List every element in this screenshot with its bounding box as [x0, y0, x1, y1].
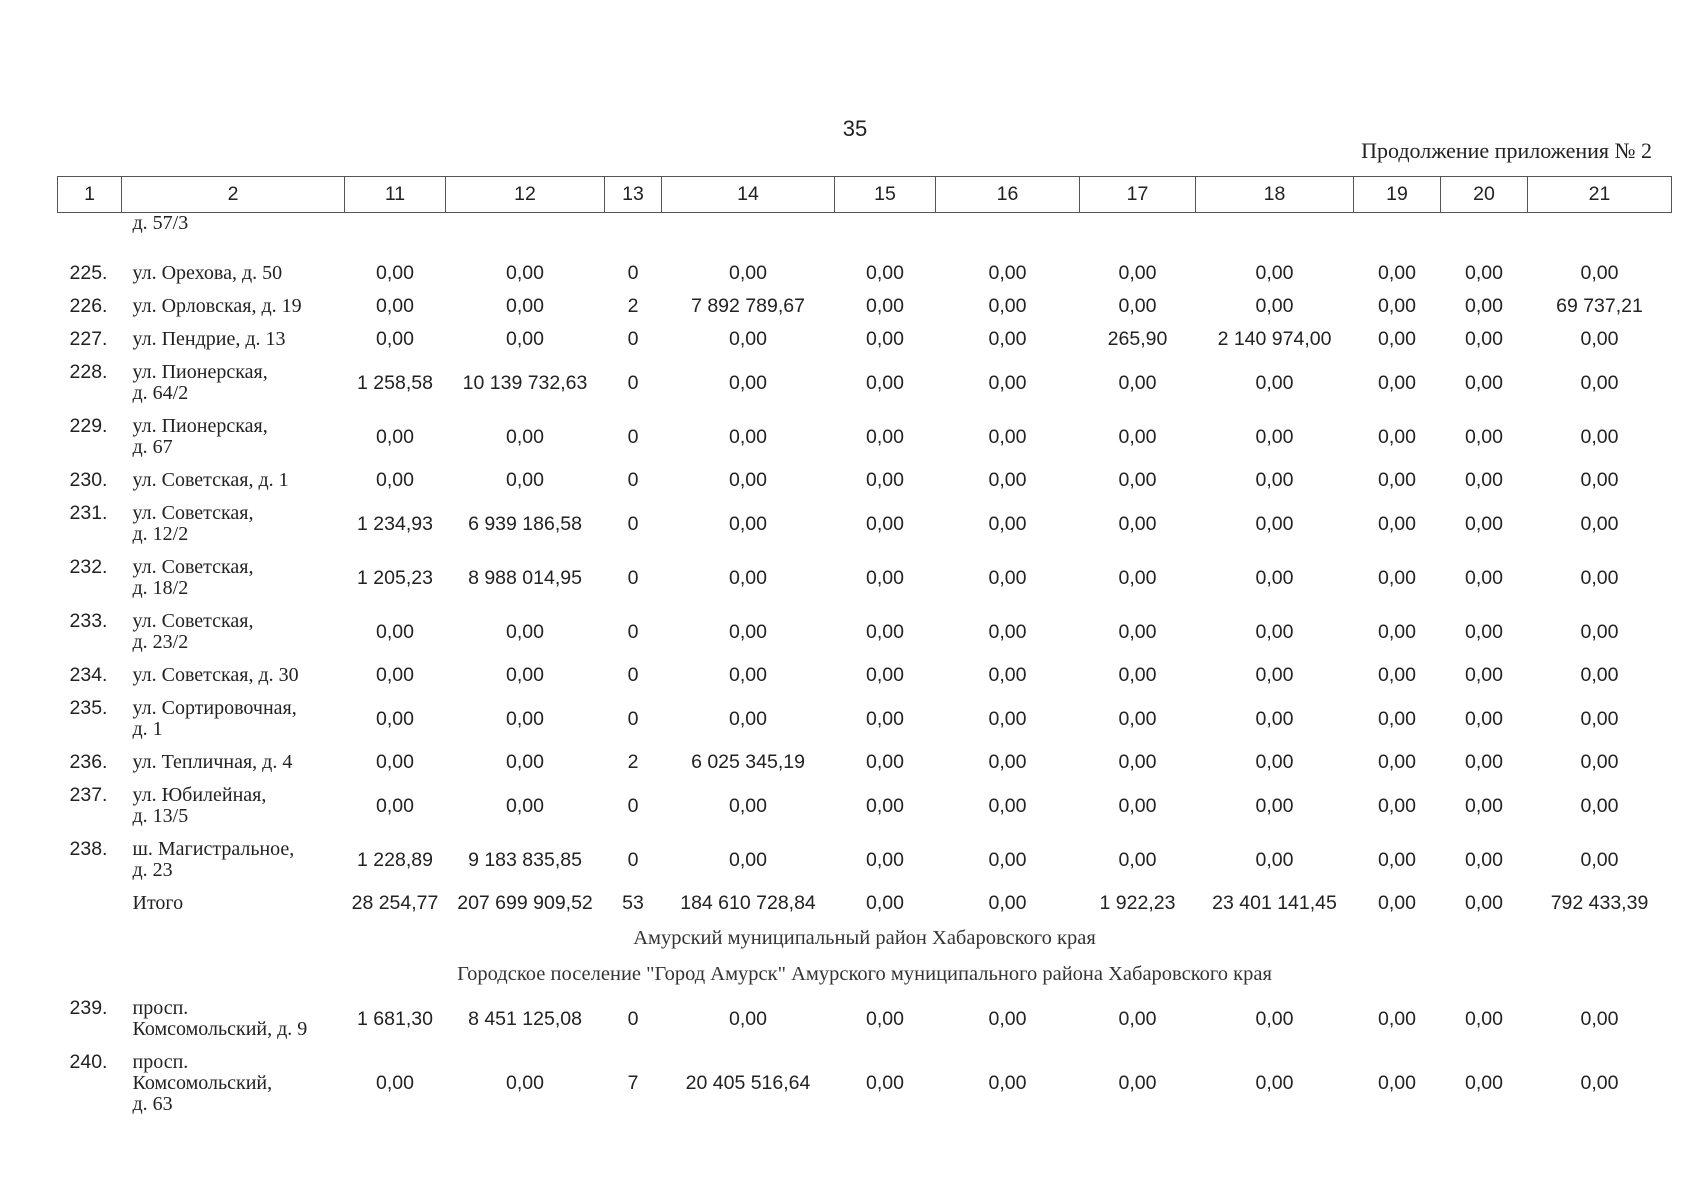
total-value: 0,00	[1465, 892, 1503, 914]
value-cell: 0,00	[1378, 1007, 1416, 1030]
value-cell: 0,00	[1580, 794, 1619, 817]
row-number: 234.	[69, 664, 108, 686]
value-cell: 0,00	[1378, 1072, 1416, 1094]
address-cell: ул. Пендрие, д. 13	[132, 328, 286, 350]
address-cell: ул. Советская, д. 23/2	[132, 610, 254, 653]
value-cell: 0,00	[1255, 620, 1294, 643]
column-header: 13	[605, 177, 662, 213]
value-cell: 0,00	[1378, 664, 1416, 686]
row-number: 237.	[69, 784, 108, 806]
table-row	[58, 410, 1672, 464]
value-cell: 0,00	[866, 707, 904, 730]
table-row	[58, 746, 1672, 779]
value-cell: 0,00	[1118, 371, 1157, 394]
value-cell: 0,00	[866, 512, 904, 535]
value-cell: 0,00	[506, 707, 544, 730]
value-cell: 0,00	[1118, 262, 1157, 284]
value-cell: 6 025 345,19	[691, 751, 805, 773]
value-cell: 0,00	[866, 1072, 904, 1094]
value-cell: 0,00	[988, 707, 1027, 730]
address-cell: ул. Пионерская, д. 64/2	[132, 361, 268, 404]
value-cell: 0,00	[376, 620, 414, 643]
address-cell: просп. Комсомольский, д. 9	[132, 997, 308, 1040]
value-cell: 0,00	[1580, 262, 1619, 284]
column-header: 20	[1441, 177, 1528, 213]
value-cell: 0,00	[729, 664, 767, 686]
value-cell: 0,00	[729, 469, 767, 491]
total-value: 0,00	[988, 892, 1027, 914]
row-number: 232.	[69, 556, 108, 578]
value-cell: 0,00	[506, 328, 544, 350]
value-cell: 0,00	[729, 794, 767, 817]
row-number: 228.	[69, 361, 108, 383]
value-cell: 0,00	[866, 371, 904, 394]
total-row	[58, 887, 1672, 920]
total-value: 184 610 728,84	[680, 892, 816, 914]
value-cell: 0,00	[729, 328, 767, 350]
value-cell: 1 228,89	[357, 848, 433, 871]
value-cell: 0,00	[506, 794, 544, 817]
table-row	[58, 551, 1672, 605]
value-cell: 0,00	[988, 620, 1027, 643]
value-cell: 0,00	[729, 566, 767, 589]
total-value: 0,00	[1378, 892, 1416, 914]
value-cell: 0,00	[376, 751, 414, 773]
value-cell: 0,00	[506, 425, 544, 448]
carry-over-filler	[345, 213, 1672, 258]
page-number: 35	[842, 116, 868, 141]
row-number: 238.	[69, 838, 108, 860]
total-value: 1 922,23	[1099, 892, 1176, 914]
value-cell: 0,00	[376, 1072, 414, 1094]
value-cell: 0,00	[1465, 425, 1503, 448]
value-cell: 0,00	[866, 328, 904, 350]
address-cell: ул. Советская, д. 12/2	[132, 502, 254, 545]
value-cell: 0,00	[1378, 620, 1416, 643]
value-cell: 0,00	[988, 566, 1027, 589]
table-row	[58, 257, 1672, 290]
value-cell: 0,00	[506, 1072, 544, 1094]
value-cell: 1 205,23	[357, 566, 433, 589]
value-cell: 0,00	[506, 620, 544, 643]
value-cell: 0,00	[1465, 262, 1503, 284]
value-cell: 0,00	[1465, 1072, 1503, 1094]
value-cell: 0,00	[1580, 707, 1619, 730]
address-cell: ул. Советская, д. 1	[132, 469, 289, 491]
address-cell: просп. Комсомольский, д. 63	[132, 1051, 273, 1115]
table-body	[58, 177, 1672, 1122]
value-cell: 0,00	[1378, 794, 1416, 817]
value-cell: 0,00	[376, 295, 414, 317]
table-row	[58, 605, 1672, 659]
column-header-row	[58, 177, 1672, 213]
value-cell: 0,00	[1255, 794, 1294, 817]
value-cell: 0,00	[1465, 664, 1503, 686]
value-cell: 0,00	[1118, 566, 1157, 589]
region-heading: Амурский муниципальный район Хабаровского края	[633, 926, 1096, 949]
value-cell: 1 258,58	[357, 371, 433, 394]
value-cell: 0,00	[1118, 794, 1157, 817]
value-cell: 0,00	[506, 262, 544, 284]
table-row	[58, 992, 1672, 1046]
value-cell: 0,00	[1255, 1007, 1294, 1030]
value-cell: 0,00	[376, 707, 414, 730]
column-header: 15	[835, 177, 936, 213]
value-cell: 0,00	[1580, 328, 1619, 350]
value-cell: 0,00	[1580, 848, 1619, 871]
value-cell: 0,00	[988, 664, 1027, 686]
value-cell: 0,00	[1465, 328, 1503, 350]
value-cell: 0,00	[988, 328, 1027, 350]
row-number: 231.	[69, 502, 108, 524]
value-cell: 0,00	[1255, 262, 1294, 284]
value-cell: 0,00	[729, 371, 767, 394]
carry-over-number	[58, 213, 122, 258]
value-cell: 0,00	[376, 425, 414, 448]
row-number: 233.	[69, 610, 108, 632]
value-cell: 2	[627, 751, 639, 773]
value-cell: 0	[627, 425, 639, 448]
column-header: 11	[345, 177, 446, 213]
value-cell: 8 451 125,08	[468, 1007, 582, 1030]
value-cell: 9 183 835,85	[468, 848, 582, 871]
value-cell: 0,00	[1580, 469, 1619, 491]
value-cell: 0,00	[1465, 794, 1503, 817]
value-cell: 6 939 186,58	[468, 512, 582, 535]
total-label: Итого	[132, 892, 184, 914]
value-cell: 2 140 974,00	[1217, 328, 1332, 350]
value-cell: 0	[627, 1007, 639, 1030]
row-number: 227.	[69, 328, 108, 350]
value-cell: 0,00	[1580, 425, 1619, 448]
value-cell: 0,00	[1118, 664, 1157, 686]
total-number-cell	[58, 887, 122, 920]
address-cell: ул. Орловская, д. 19	[132, 295, 302, 317]
value-cell: 0,00	[506, 295, 544, 317]
value-cell: 0,00	[1378, 848, 1416, 871]
row-number: 236.	[69, 751, 108, 773]
value-cell: 1 234,93	[357, 512, 433, 535]
table-row	[58, 779, 1672, 833]
address-cell: ул. Орехова, д. 50	[132, 262, 283, 284]
settlement-heading-row	[58, 956, 1672, 992]
address-cell: ул. Юбилейная, д. 13/5	[132, 784, 267, 827]
value-cell: 0,00	[988, 262, 1027, 284]
value-cell: 0,00	[1378, 328, 1416, 350]
value-cell: 0	[627, 707, 639, 730]
value-cell: 0,00	[1378, 512, 1416, 535]
address-cell: ул. Сортировочная, д. 1	[132, 697, 297, 740]
value-cell: 0,00	[1118, 425, 1157, 448]
value-cell: 0,00	[1378, 566, 1416, 589]
value-cell: 0,00	[1580, 751, 1619, 773]
value-cell: 0,00	[988, 512, 1027, 535]
value-cell: 0,00	[1255, 371, 1294, 394]
value-cell: 0,00	[866, 620, 904, 643]
table-row	[58, 833, 1672, 887]
value-cell: 0,00	[866, 794, 904, 817]
value-cell: 1 681,30	[357, 1007, 433, 1030]
value-cell: 0,00	[1465, 848, 1503, 871]
value-cell: 0	[627, 371, 639, 394]
value-cell: 0,00	[1580, 664, 1619, 686]
value-cell: 0,00	[1118, 620, 1157, 643]
value-cell: 0,00	[1255, 751, 1294, 773]
table-row	[58, 290, 1672, 323]
value-cell: 0,00	[1118, 1072, 1157, 1094]
value-cell: 0,00	[1580, 1072, 1619, 1094]
total-value: 23 401 141,45	[1212, 892, 1337, 914]
value-cell: 0,00	[1118, 1007, 1157, 1030]
value-cell: 0	[627, 664, 639, 686]
value-cell: 0,00	[1378, 707, 1416, 730]
value-cell: 0,00	[376, 262, 414, 284]
value-cell: 0,00	[866, 262, 904, 284]
value-cell: 2	[627, 295, 639, 317]
value-cell: 0,00	[1580, 1007, 1619, 1030]
value-cell: 0,00	[729, 707, 767, 730]
value-cell: 10 139 732,63	[462, 371, 588, 394]
value-cell: 0,00	[376, 664, 414, 686]
row-number: 229.	[69, 415, 108, 437]
value-cell: 0,00	[1118, 469, 1157, 491]
value-cell: 8 988 014,95	[468, 566, 582, 589]
row-number: 235.	[69, 697, 108, 719]
column-header: 12	[446, 177, 605, 213]
row-number: 230.	[69, 469, 108, 491]
value-cell: 0,00	[988, 469, 1027, 491]
value-cell: 0	[627, 620, 639, 643]
value-cell: 0	[627, 794, 639, 817]
value-cell: 0	[627, 566, 639, 589]
value-cell: 0,00	[866, 1007, 904, 1030]
value-cell: 0,00	[376, 328, 414, 350]
column-header: 1	[58, 177, 122, 213]
table-row	[58, 356, 1672, 410]
appendix-continuation-label: Продолжение приложения № 2	[1361, 138, 1652, 163]
value-cell: 0,00	[506, 751, 544, 773]
value-cell: 0,00	[729, 848, 767, 871]
value-cell: 0,00	[1118, 295, 1157, 317]
row-number: 226.	[69, 295, 108, 317]
column-header: 16	[936, 177, 1080, 213]
value-cell: 0,00	[988, 425, 1027, 448]
value-cell: 0,00	[1465, 1007, 1503, 1030]
value-cell: 0,00	[1378, 469, 1416, 491]
row-number: 239.	[69, 997, 108, 1019]
value-cell: 0,00	[729, 425, 767, 448]
value-cell: 0,00	[376, 469, 414, 491]
value-cell: 0,00	[1255, 512, 1294, 535]
value-cell: 0,00	[1255, 469, 1294, 491]
value-cell: 0,00	[1255, 707, 1294, 730]
settlement-heading: Городское поселение "Город Амурск" Амурского муниципального района Хабаровского края	[457, 962, 1272, 985]
row-number: 240.	[69, 1051, 108, 1073]
value-cell: 0,00	[1118, 512, 1157, 535]
value-cell: 0	[627, 469, 639, 491]
value-cell: 0,00	[988, 794, 1027, 817]
value-cell: 0	[627, 262, 639, 284]
value-cell: 0	[627, 848, 639, 871]
value-cell: 265,90	[1107, 328, 1168, 350]
total-value: 207 699 909,52	[457, 892, 593, 914]
table-row	[58, 497, 1672, 551]
value-cell: 0,00	[1378, 751, 1416, 773]
value-cell: 0,00	[1465, 707, 1503, 730]
value-cell: 0,00	[1378, 425, 1416, 448]
region-heading-row	[58, 920, 1672, 956]
value-cell: 7	[627, 1072, 639, 1094]
total-value: 28 254,77	[351, 892, 439, 914]
value-cell: 0,00	[988, 751, 1027, 773]
value-cell: 0,00	[729, 512, 767, 535]
table-row	[58, 692, 1672, 746]
column-header: 17	[1080, 177, 1196, 213]
carry-over-address: д. 57/3	[132, 212, 189, 234]
value-cell: 0,00	[729, 262, 767, 284]
value-cell: 0,00	[1255, 1072, 1294, 1094]
value-cell: 0,00	[1580, 566, 1619, 589]
value-cell: 0,00	[866, 425, 904, 448]
value-cell: 0,00	[1580, 620, 1619, 643]
value-cell: 0,00	[866, 295, 904, 317]
table-row	[58, 323, 1672, 356]
value-cell: 0	[627, 328, 639, 350]
value-cell: 0,00	[506, 664, 544, 686]
value-cell: 0,00	[988, 1072, 1027, 1094]
value-cell: 0,00	[1378, 262, 1416, 284]
value-cell: 7 892 789,67	[691, 295, 805, 317]
value-cell: 0,00	[866, 664, 904, 686]
value-cell: 0,00	[1255, 566, 1294, 589]
value-cell: 0,00	[1378, 295, 1416, 317]
value-cell: 0	[627, 512, 639, 535]
value-cell: 0,00	[1118, 707, 1157, 730]
column-header: 19	[1354, 177, 1441, 213]
value-cell: 0,00	[1465, 751, 1503, 773]
value-cell: 0,00	[1255, 425, 1294, 448]
value-cell: 0,00	[988, 1007, 1027, 1030]
value-cell: 0,00	[866, 469, 904, 491]
value-cell: 69 737,21	[1556, 295, 1643, 317]
address-cell: ул. Советская, д. 18/2	[132, 556, 254, 599]
carry-over-row	[58, 213, 1672, 258]
value-cell: 0,00	[506, 469, 544, 491]
value-cell: 0,00	[1118, 751, 1157, 773]
value-cell: 0,00	[1580, 512, 1619, 535]
value-cell: 0,00	[376, 794, 414, 817]
value-cell: 0,00	[1255, 848, 1294, 871]
value-cell: 0,00	[866, 751, 904, 773]
value-cell: 0,00	[1465, 371, 1503, 394]
address-cell: ул. Тепличная, д. 4	[132, 751, 293, 773]
value-cell: 0,00	[988, 848, 1027, 871]
value-cell: 0,00	[1465, 566, 1503, 589]
value-cell: 0,00	[1465, 295, 1503, 317]
value-cell: 0,00	[1255, 664, 1294, 686]
value-cell: 0,00	[866, 848, 904, 871]
table-row	[58, 464, 1672, 497]
column-header: 2	[122, 177, 345, 213]
column-header: 18	[1196, 177, 1354, 213]
total-value: 0,00	[866, 892, 904, 914]
table-row	[58, 659, 1672, 692]
total-value: 53	[622, 892, 644, 914]
value-cell: 0,00	[1465, 620, 1503, 643]
value-cell: 0,00	[729, 620, 767, 643]
row-number: 225.	[69, 262, 108, 284]
address-cell: ш. Магистральное, д. 23	[132, 838, 295, 881]
value-cell: 0,00	[1465, 512, 1503, 535]
value-cell: 0,00	[988, 371, 1027, 394]
value-cell: 0,00	[988, 295, 1027, 317]
value-cell: 0,00	[729, 1007, 767, 1030]
data-table	[57, 176, 1672, 1121]
value-cell: 0,00	[866, 566, 904, 589]
value-cell: 0,00	[1378, 371, 1416, 394]
value-cell: 0,00	[1465, 469, 1503, 491]
address-cell: ул. Пионерская, д. 67	[132, 415, 268, 458]
total-value: 792 433,39	[1550, 892, 1649, 914]
value-cell: 20 405 516,64	[685, 1072, 811, 1094]
column-header: 14	[662, 177, 835, 213]
address-cell: ул. Советская, д. 30	[132, 664, 299, 686]
value-cell: 0,00	[1118, 848, 1157, 871]
table-row	[58, 1046, 1672, 1121]
column-header: 21	[1528, 177, 1672, 213]
value-cell: 0,00	[1580, 371, 1619, 394]
value-cell: 0,00	[1255, 295, 1294, 317]
